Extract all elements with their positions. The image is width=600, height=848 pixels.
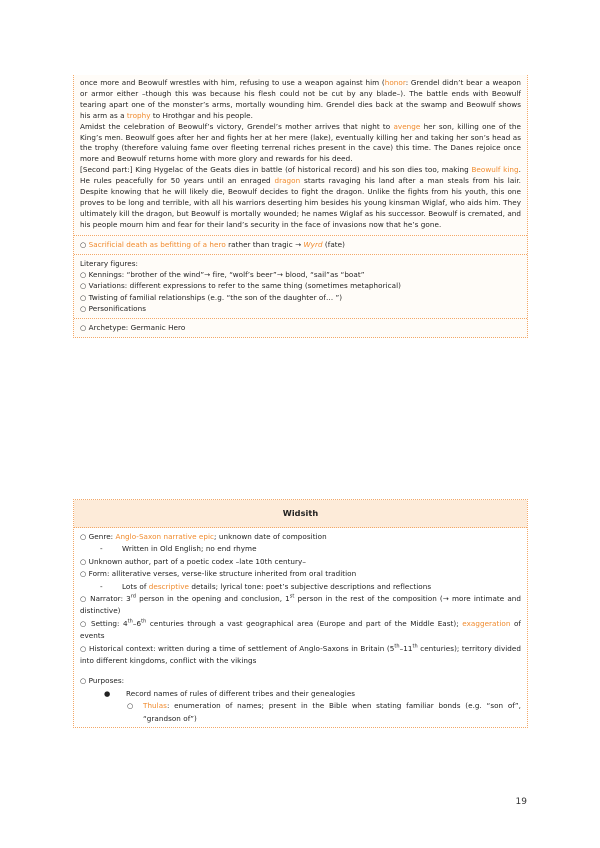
literary-item-twisting: ○ Twisting of familial relationships (e.g. “the son of the daughter of… ”) — [80, 292, 343, 302]
literary-item-personifications: ○ Personifications — [80, 303, 147, 313]
keyword-dragon: dragon — [274, 176, 301, 186]
form-line: ○ Form: alliterative verses, verse-like structure inherited from oral tradition — [80, 569, 357, 579]
purposes-heading: ○ Purposes: — [80, 676, 125, 686]
widsith-body — [74, 528, 527, 727]
literary-figures-section — [74, 255, 527, 319]
archetype-line: ○ Archetype: Germanic Hero — [80, 322, 186, 332]
literary-item-variations: ○ Variations: different expressions to refer to the same thing (sometimes metaphorical) — [80, 281, 401, 291]
setting-line: ○ Setting: 4th–6th centuries through a vast geographical area (Europe and part of the Middle East); exaggeration of events — [80, 618, 521, 641]
old-english-line: - Written in Old English; no end rhyme — [100, 544, 257, 554]
beowulf-continuation-box — [73, 75, 528, 338]
death-section — [74, 236, 527, 255]
keyword-avenge: avenge — [393, 121, 421, 131]
keyword-sacrificial-death: Sacrificial death as befitting of a hero — [88, 239, 226, 249]
circle-bullet-icon: ○ — [127, 701, 134, 711]
keyword-wyrd: Wyrd — [303, 239, 323, 249]
plot-paragraph-3: [Second part:] King Hygelac of the Geats dies in battle (of historical record) and his son dies too, making Beowulf king. He rules peacefully for 50 years until an enraged dragon starts ravaging his land after a man steals from his lair. Despite knowing that he will likely die, Beowulf decides to fight the dragon. Unlike the fights from his youth, this one proves to be long and terrible, with all his warriors deserting him besides his young kinsman Wiglaf, who aids him. They ultimately kill the dragon, but Beowulf is mortally wounded; he names Wiglaf as his successor. Beowulf is cremated, and his people mourn him and fear for their land’s security in the face of invasions now that he’s gone. — [80, 165, 522, 229]
genre-line: ○ Genre: Anglo-Saxon narrative epic; unknown date of composition — [80, 532, 327, 541]
plot-paragraph-1: once more and Beowulf wrestles with him, refusing to use a weapon against him (honor: Grendel didn’t bear a weapon or armor either –though this was because his flesh could not be cut by any blade–). The battle ends with Beowulf tearing apart one of the monster’s arms, mortally wounding him. Grendel dies back at the swamp and Beowulf shows his arm as a trophy to Hrothgar and his people. — [80, 78, 521, 120]
keyword-thulas: Thulas — [143, 701, 167, 711]
death-line: ○ Sacrificial death as befitting of a hero rather than tragic → Wyrd (fate) — [80, 239, 345, 249]
context-line: ○ Historical context: written during a time of settlement of Anglo-Saxons in Britain (5th–11th centuries); territory divided into different kingdoms, conflict with the vikings — [80, 643, 521, 666]
plot-paragraph-2: Amidst the celebration of Beowulf’s victory, Grendel’s mother arrives that night to avenge her son, killing one of the King’s men. Beowulf goes after her and fights her at her mere (lake), eventually killing her and taking her son’s head as the trophy (therefore valuing fame over fleeting terrenal riches present in the cave) this time. The Danes rejoice once more and Beowulf returns home with more glory and rewards for his deed. — [80, 121, 521, 164]
page-number: 19 — [515, 797, 527, 807]
bullet-dot-icon: ● — [104, 688, 111, 698]
keyword-beowulf-king: Beowulf king — [471, 165, 519, 175]
keyword-exaggeration: exaggeration — [462, 618, 511, 628]
keyword-trophy: trophy — [126, 110, 151, 120]
literary-item-kennings: ○ Kennings: “brother of the wind”→ fire, “wolf’s beer”→ blood, “sail”as “boat” — [80, 270, 365, 280]
keyword-honor: honor — [384, 78, 406, 87]
beowulf-plot-section — [74, 75, 527, 236]
literary-figures-heading: Literary figures: — [80, 258, 138, 268]
narrator-line: ○ Narrator: 3rd person in the opening and conclusion, 1st person in the rest of the composition (→ more intimate and distinctive) — [80, 593, 522, 616]
widsith-box — [73, 499, 528, 728]
purposes-bullet: ● Record names of rules of different tribes and their genealogies — [80, 688, 521, 700]
keyword-descriptive: descriptive — [148, 581, 189, 591]
details-line: - Lots of descriptive details; lyrical tone: poet’s subjective descriptions and reflections — [100, 581, 432, 591]
widsith-title: Widsith — [74, 500, 527, 528]
keyword-narrative-epic: Anglo-Saxon narrative epic — [115, 532, 215, 541]
archetype-section — [74, 319, 527, 337]
author-line: ○ Unknown author, part of a poetic codex –late 10th century– — [80, 556, 306, 566]
thulas-line: ○ Thulas: enumeration of names; present in the Bible when stating familiar bonds (e.g. “son of”, “grandson of”) — [127, 701, 521, 723]
